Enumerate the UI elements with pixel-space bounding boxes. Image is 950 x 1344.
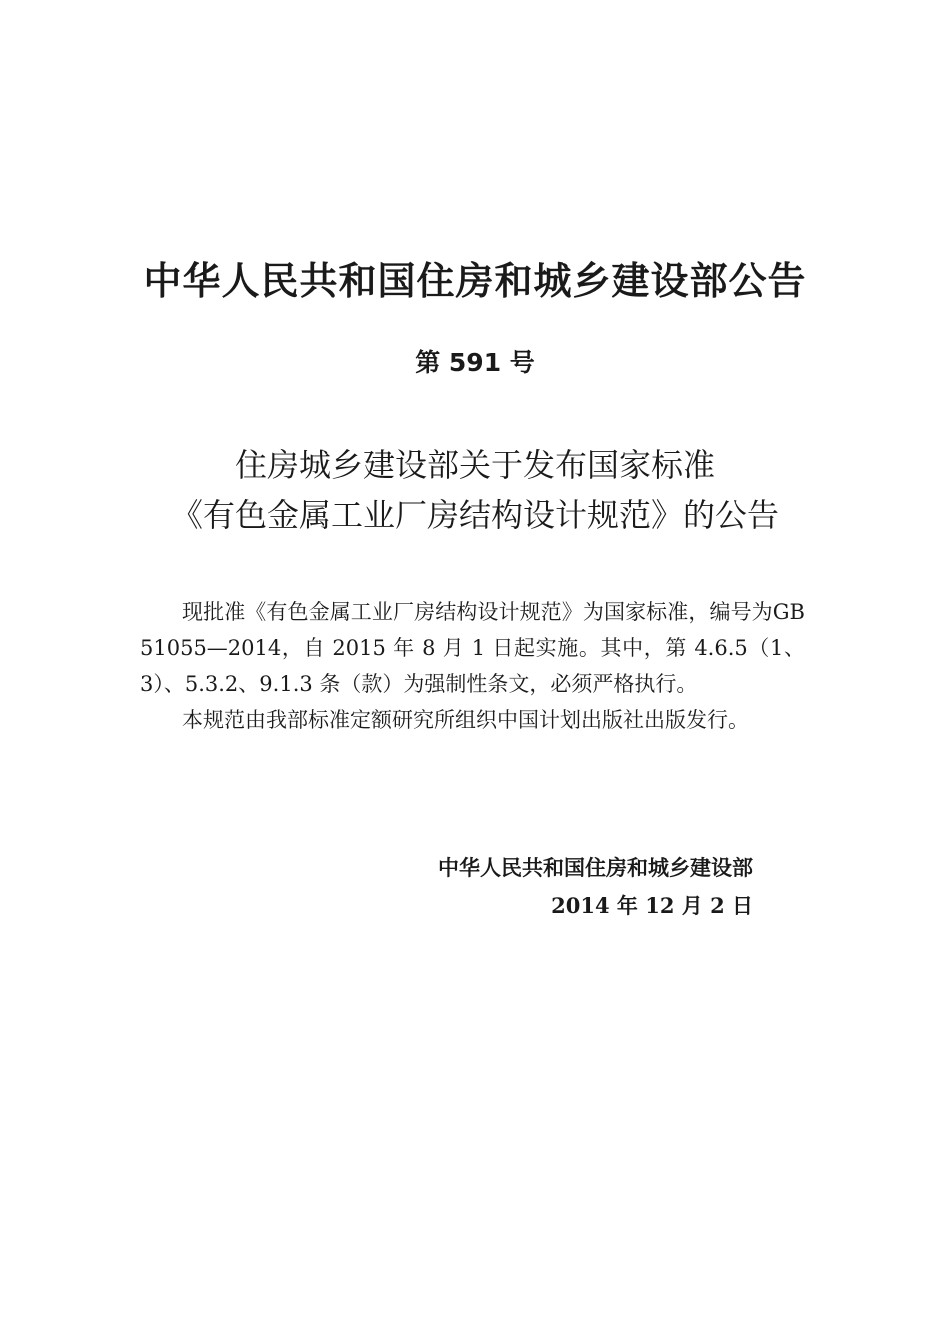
- body-paragraph-1: 现批准《有色金属工业厂房结构设计规范》为国家标准，编号为GB 51055—2014，自 2015 年 8 月 1 日起实施。其中，第 4.6.5（1、3）、5.3.2、9.1.3 条（款）为强制性条文，必须严格执行。: [140, 600, 805, 696]
- subtitle-line-2: 《有色金属工业厂房结构设计规范》的公告: [170, 496, 779, 534]
- signature-date: 2014 年 12 月 2 日: [551, 893, 753, 918]
- signature-organization: 中华人民共和国住房和城乡建设部: [438, 856, 753, 880]
- subtitle-line-1: 住房城乡建设部关于发布国家标准: [234, 446, 715, 484]
- announcement-title: 中华人民共和国住房和城乡建设部公告: [143, 259, 807, 303]
- body-paragraph-2: 本规范由我部标准定额研究所组织中国计划出版社出版发行。: [182, 708, 749, 732]
- announcement-number: 第 591 号: [415, 348, 535, 377]
- announcement-subtitle: [0, 440, 950, 540]
- announcement-body: [140, 594, 805, 738]
